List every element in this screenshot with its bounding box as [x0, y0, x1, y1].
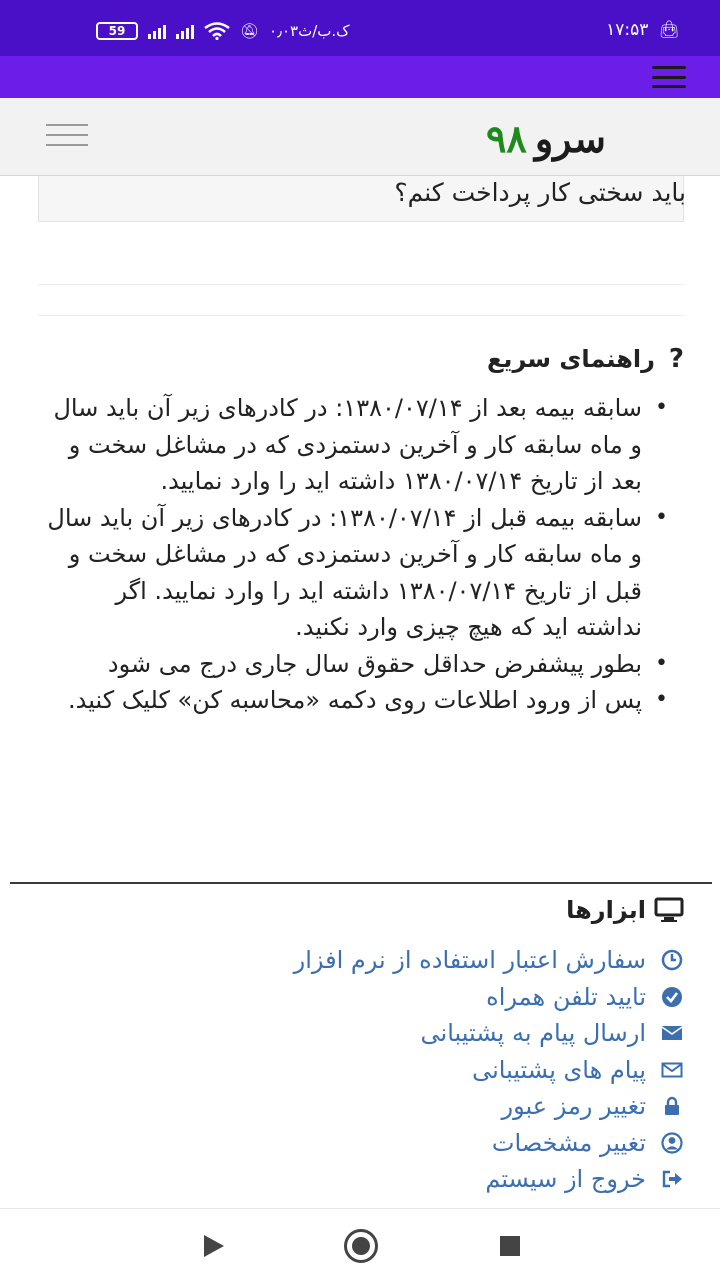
guide-item: • بطور پیشفرض حداقل حقوق سال جاری درج می شود [42, 646, 642, 683]
section-divider [10, 882, 712, 884]
sign-out-icon [660, 1167, 684, 1191]
data-speed: ۰٫۰۳ک.ب/ث [269, 22, 350, 40]
envelope-filled-icon [660, 1021, 684, 1045]
guide-list [42, 390, 642, 719]
status-icons [96, 22, 350, 40]
status-bar [0, 0, 720, 56]
tool-label[interactable]: تغییر مشخصات [491, 1128, 646, 1157]
tool-link-send-message[interactable] [294, 1015, 684, 1052]
tool-label[interactable]: خروج از سیستم [485, 1165, 646, 1194]
guide-item: • سابقه بیمه قبل از ۱۳۸۰/۰۷/۱۴: در کادرهای زیر آن باید سال و ماه سابقه کار و آخرین دستمزدی که در مشاغل سخت و قبل از تاریخ ۱۳۸۰/۰۷/۱۴ داشته اید را وارد نمایید. اگر نداشته اید که هیچ چیزی وارد نکنید. [42, 500, 642, 646]
tool-label[interactable]: پیام های پشتیبانی [472, 1055, 646, 1084]
tool-label[interactable]: تغییر رمز عبور [501, 1092, 646, 1121]
site-header [0, 98, 720, 176]
tool-label[interactable]: ارسال پیام به پشتیبانی [420, 1019, 646, 1048]
card-visible-text: باید سختی کار پرداخت کنم؟ [394, 178, 686, 207]
guide-item: • سابقه بیمه بعد از ۱۳۸۰/۰۷/۱۴: در کادرهای زیر آن باید سال و ماه سابقه کار و آخرین دستمزدی که در مشاغل سخت و بعد از تاریخ ۱۳۸۰/۰۷/۱۴ داشته اید را وارد نمایید. [42, 390, 642, 500]
guide-title: راهنمای سریع [487, 345, 655, 373]
logo-number: ۹۸ [486, 116, 527, 161]
app-menu-icon[interactable] [652, 66, 686, 88]
battery-icon [96, 22, 138, 40]
signal-icon [148, 23, 166, 39]
tool-label[interactable]: سفارش اعتبار استفاده از نرم افزار [293, 946, 646, 975]
tool-label[interactable]: تایید تلفن همراه [486, 982, 646, 1011]
signal-icon-2 [176, 23, 194, 39]
clock-time: ۱۷:۵۳ [606, 20, 649, 40]
status-right [606, 20, 680, 40]
hamburger-menu-icon[interactable] [46, 124, 88, 146]
envelope-outline-icon [660, 1058, 684, 1082]
bag-icon: 👜︎ [658, 20, 680, 40]
tool-link-change-password[interactable] [294, 1088, 684, 1125]
divider [38, 315, 684, 316]
tools-title: ابزارها [566, 896, 646, 924]
site-logo[interactable] [486, 116, 606, 161]
user-circle-icon [660, 1131, 684, 1155]
tools-list [294, 942, 684, 1198]
guide-item: • پس از ورود اطلاعات روی دکمه «محاسبه کن» کلیک کنید. [42, 682, 642, 719]
recent-apps-icon[interactable] [500, 1236, 520, 1256]
home-icon[interactable] [344, 1229, 378, 1263]
logo-word: سرو [534, 116, 606, 161]
mute-icon: 🔕︎ [240, 22, 260, 40]
tool-link-support-messages[interactable] [294, 1052, 684, 1089]
tool-link-logout[interactable] [294, 1161, 684, 1198]
battery-level: 59 [108, 24, 126, 38]
check-circle-icon [660, 985, 684, 1009]
tool-link-verify-phone[interactable] [294, 979, 684, 1016]
clock-icon [660, 948, 684, 972]
tool-link-edit-profile[interactable] [294, 1125, 684, 1162]
divider [38, 284, 684, 285]
lock-icon [660, 1094, 684, 1118]
tools-heading [566, 896, 684, 924]
wifi-icon [204, 22, 230, 40]
question-icon: ? [668, 344, 684, 374]
app-bar [0, 56, 720, 98]
system-nav-bar [0, 1208, 720, 1280]
monitor-icon [654, 897, 684, 923]
tool-link-order-credit[interactable] [294, 942, 684, 979]
guide-heading [487, 344, 684, 374]
back-icon[interactable] [204, 1235, 224, 1257]
